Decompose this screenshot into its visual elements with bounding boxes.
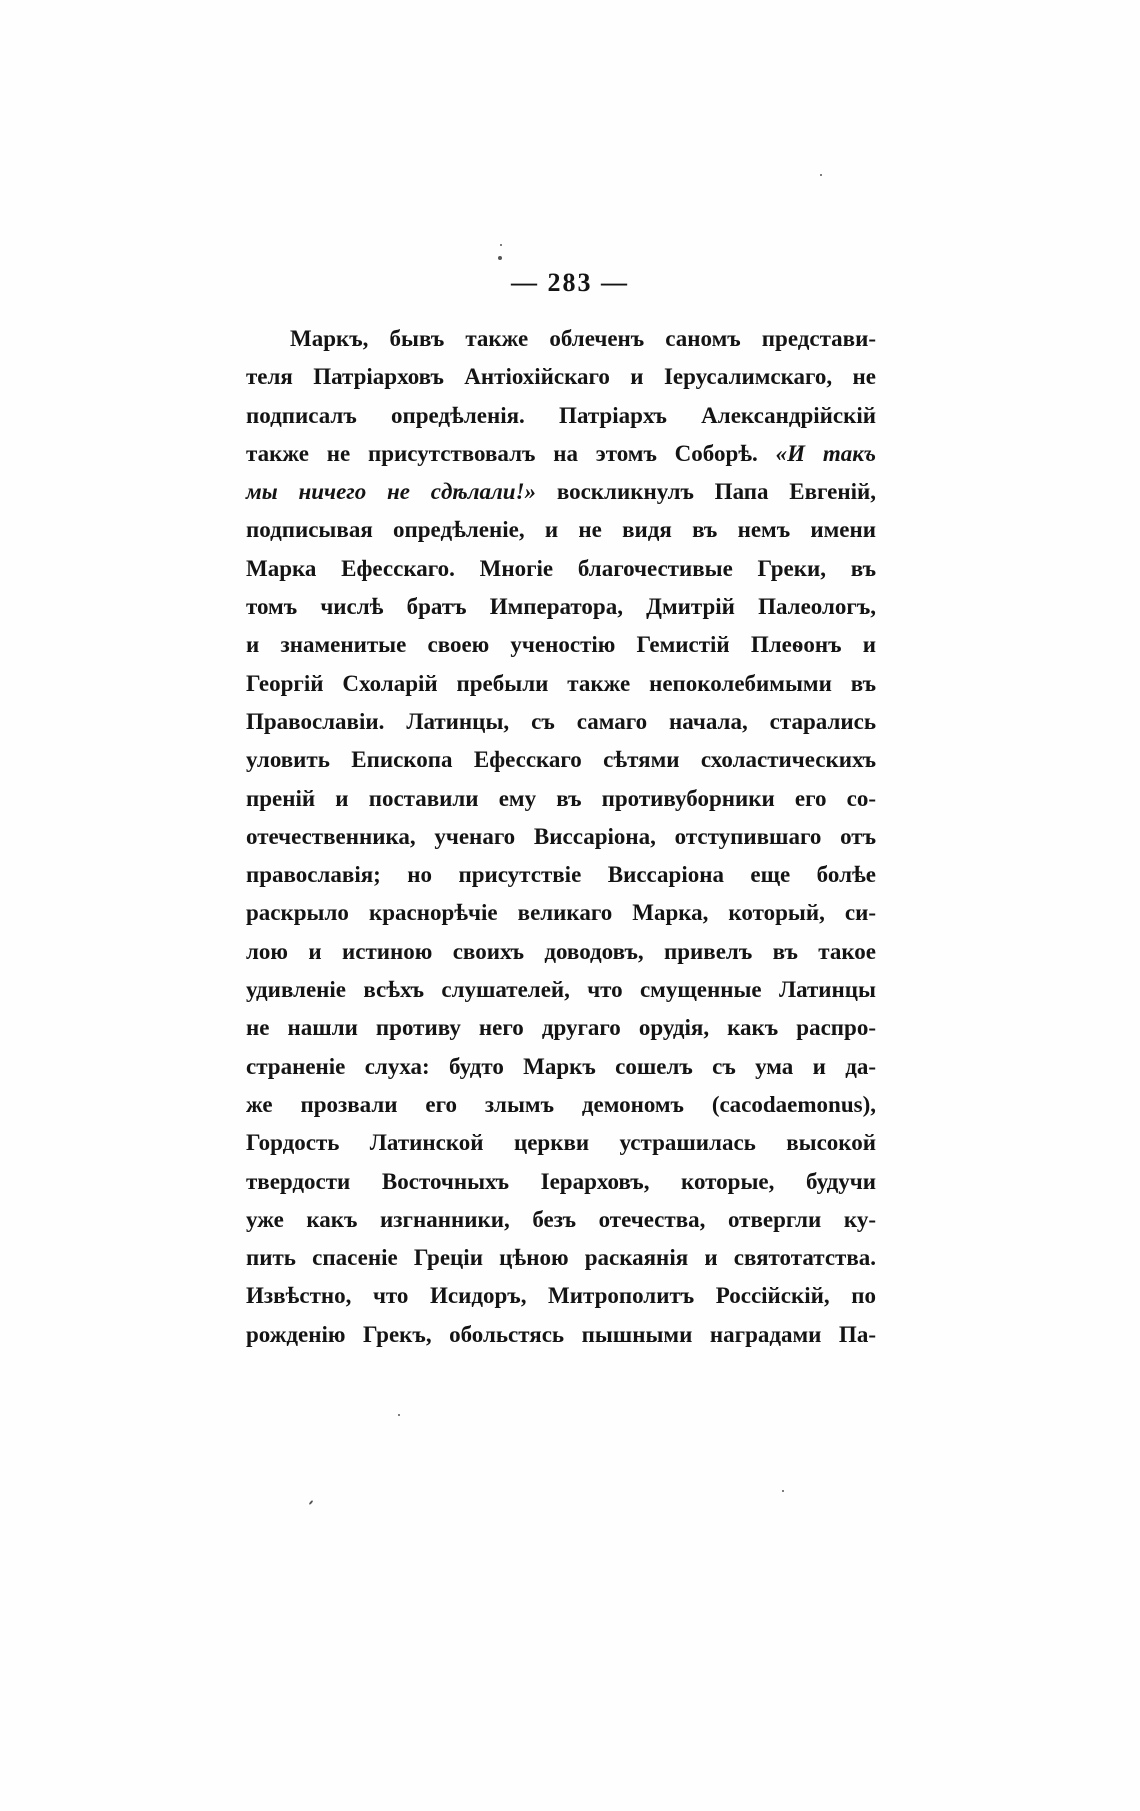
text-line: православія; но присутствіе Виссаріона еще болѣе xyxy=(246,862,876,888)
text-line: Марка Ефесскаго. Многіе благочестивые Греки, въ xyxy=(246,555,876,581)
text-line: подписывая опредѣленіе, и не видя въ немъ имени xyxy=(246,517,876,543)
scan-speck xyxy=(498,256,502,260)
scan-speck xyxy=(398,1414,400,1416)
body-text xyxy=(246,320,876,1354)
text-line xyxy=(246,473,876,511)
text-line: отечественника, ученаго Виссаріона, отступившаго отъ xyxy=(246,823,876,849)
text-line: Православіи. Латинцы, съ самаго начала, старались xyxy=(246,708,876,734)
text-segment: воскликнулъ Папа Евгеній, xyxy=(556,479,877,505)
text-segment: также не присутствовалъ на этомъ Соборѣ. xyxy=(246,440,758,466)
text-line: уже какъ изгнанники, безъ отечества, отвергли ку- xyxy=(246,1206,876,1232)
text-line: уловить Епископа Ефесскаго сѣтями схоластическихъ xyxy=(246,747,876,773)
text-line: преній и поставили ему въ противуборники его со- xyxy=(246,785,876,811)
text-line: же прозвали его злымъ демономъ (cacodaemonus), xyxy=(246,1091,876,1117)
text-line: и знаменитые своею ученостію Гемистій Плеѳонъ и xyxy=(246,632,876,658)
text-line: подписалъ опредѣленія. Патріархъ Александрійскій xyxy=(246,402,876,428)
text-line: лою и истиною своихъ доводовъ, привелъ въ такое xyxy=(246,938,876,964)
page-number: — 283 — xyxy=(511,268,629,297)
italic-segment: «И такъ xyxy=(775,440,876,466)
text-line: Маркъ, бывъ также облеченъ саномъ представи- xyxy=(290,326,876,351)
text-line: Извѣстно, что Исидоръ, Митрополитъ Россійскій, по xyxy=(246,1283,876,1309)
text-line: рожденію Грекъ, обольстясь пышными наградами Па- xyxy=(246,1321,876,1347)
text-line: страненіе слуха: будто Маркъ сошелъ съ ума и да- xyxy=(246,1053,876,1079)
text-line: пить спасеніе Греціи цѣною раскаянія и святотатства. xyxy=(246,1245,876,1271)
text-line: Георгій Схоларій пребыли также непоколебимыми въ xyxy=(246,670,876,696)
text-line: раскрыло краснорѣчіе великаго Марка, который, си- xyxy=(246,900,876,926)
italic-segment: мы ничего не сдѣлали!» xyxy=(246,479,537,505)
scan-speck xyxy=(782,1490,784,1492)
text-line: теля Патріарховъ Антіохійскаго и Іерусалимскаго, не xyxy=(246,364,876,390)
text-line xyxy=(246,435,876,473)
scan-speck xyxy=(309,1500,314,1505)
scan-speck xyxy=(500,244,502,246)
scan-speck xyxy=(820,174,822,176)
text-line: Гордость Латинской церкви устрашилась высокой xyxy=(246,1130,876,1156)
text-line: не нашли противу него другаго орудія, какъ распро- xyxy=(246,1015,876,1041)
text-line: удивленіе всѣхъ слушателей, что смущенные Латинцы xyxy=(246,977,876,1003)
text-line: томъ числѣ братъ Императора, Дмитрій Палеологъ, xyxy=(246,594,876,620)
text-line: твердости Восточныхъ Іерарховъ, которые, будучи xyxy=(246,1168,876,1194)
